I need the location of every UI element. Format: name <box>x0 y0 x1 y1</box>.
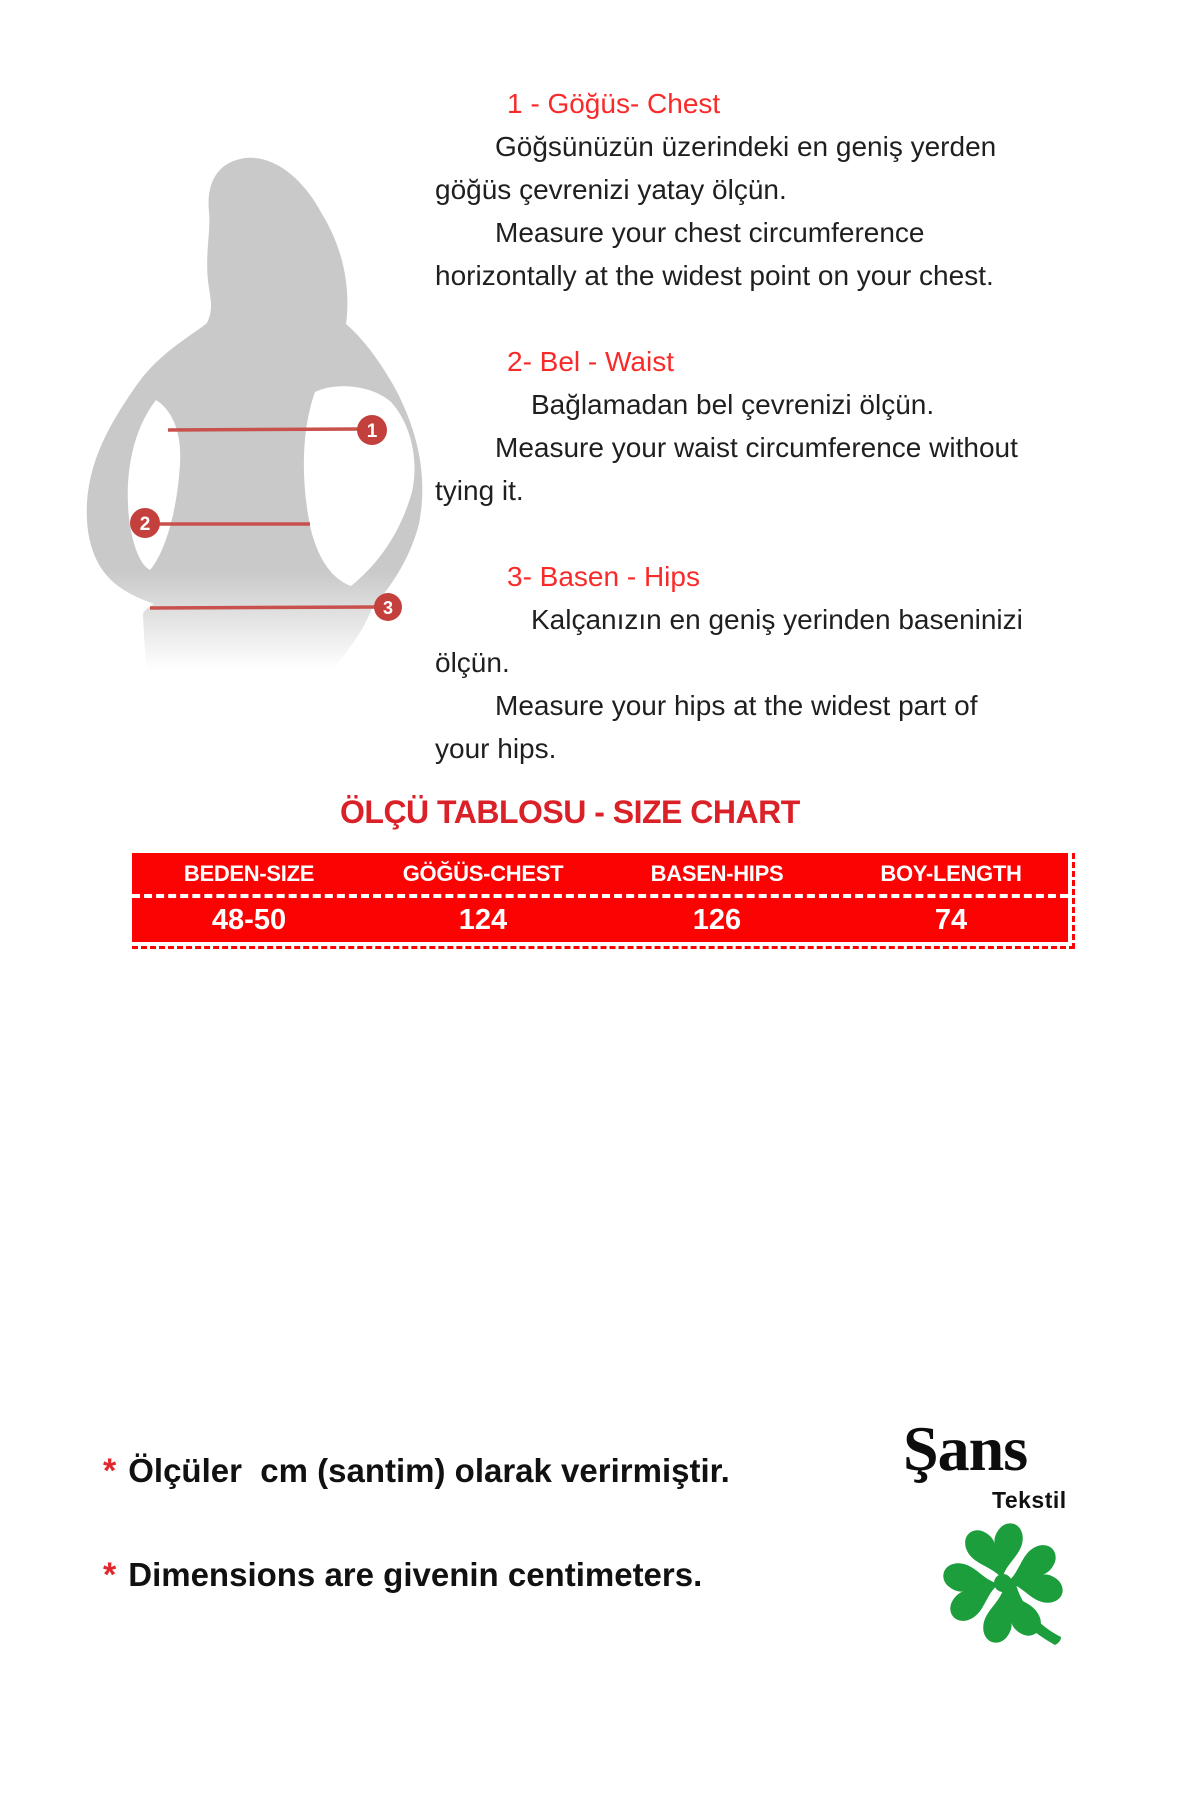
waist-marker <box>130 508 160 538</box>
note-text: Ölçüler cm (santim) olarak verirmiştir. <box>128 1452 730 1489</box>
chest-value: 124 <box>458 903 508 936</box>
instruction-line: Measure your waist circumference without <box>495 432 1018 463</box>
instruction-line: Measure your chest circumference <box>495 217 925 248</box>
section-chest <box>435 82 1055 297</box>
size-chart-table <box>132 853 1075 949</box>
instruction-line: ölçün. <box>435 647 510 678</box>
instruction-line: Kalçanızın en geniş yerinden baseninizi <box>531 604 1023 635</box>
section-hips <box>435 555 1055 770</box>
hips-marker <box>374 593 402 621</box>
asterisk: * <box>103 1452 117 1490</box>
size-chart-title: ÖLÇÜ TABLOSU - SIZE CHART <box>340 794 800 830</box>
hips-marker-number: 3 <box>382 598 394 618</box>
instruction-line: Bağlamadan bel çevrenizi ölçün. <box>531 389 935 420</box>
section-heading-waist: 2- Bel - Waist <box>507 346 674 377</box>
chest-line <box>168 429 360 430</box>
size-chart-header-row <box>132 853 1068 898</box>
hips-value: 126 <box>692 903 742 936</box>
instruction-line: Göğsünüzün üzerindeki en geniş yerden <box>495 131 997 162</box>
female-silhouette-graphic <box>60 130 425 675</box>
section-heading-hips: 3- Basen - Hips <box>507 561 700 592</box>
clover-icon <box>928 1508 1078 1658</box>
asterisk: * <box>103 1556 117 1594</box>
size-value: 48-50 <box>211 903 287 936</box>
column-header-size: BEDEN-SIZE <box>183 860 315 886</box>
instruction-line: horizontally at the widest point on your chest. <box>435 260 994 291</box>
size-chart-table-fill <box>132 853 1068 942</box>
chest-marker-number: 1 <box>366 421 378 442</box>
clover-leaves <box>935 1515 1071 1651</box>
instruction-line: your hips. <box>435 733 557 764</box>
column-header-length: BOY-LENGTH <box>880 860 1022 886</box>
note-text: Dimensions are givenin centimeters. <box>128 1556 703 1593</box>
brand-name: Şans <box>903 1413 1028 1484</box>
waist-marker-number: 2 <box>139 514 151 535</box>
chest-marker <box>357 415 387 445</box>
section-waist <box>435 340 1055 512</box>
brand-subtitle: Tekstil <box>992 1487 1067 1513</box>
instruction-line: Measure your hips at the widest part of <box>495 690 978 721</box>
note-turkish <box>103 1450 730 1492</box>
note-english <box>103 1554 702 1596</box>
section-heading-chest: 1 - Göğüs- Chest <box>507 88 721 119</box>
column-header-chest: GÖĞÜS-CHEST <box>402 860 564 886</box>
column-header-hips: BASEN-HIPS <box>650 860 784 886</box>
length-value: 74 <box>934 903 968 936</box>
hips-line <box>150 607 377 608</box>
instruction-line: tying it. <box>435 475 524 506</box>
measurement-figure <box>60 130 425 675</box>
size-chart-value-row <box>132 898 1068 942</box>
measurement-instructions <box>435 82 1055 770</box>
instruction-line: göğüs çevrenizi yatay ölçün. <box>435 174 787 205</box>
